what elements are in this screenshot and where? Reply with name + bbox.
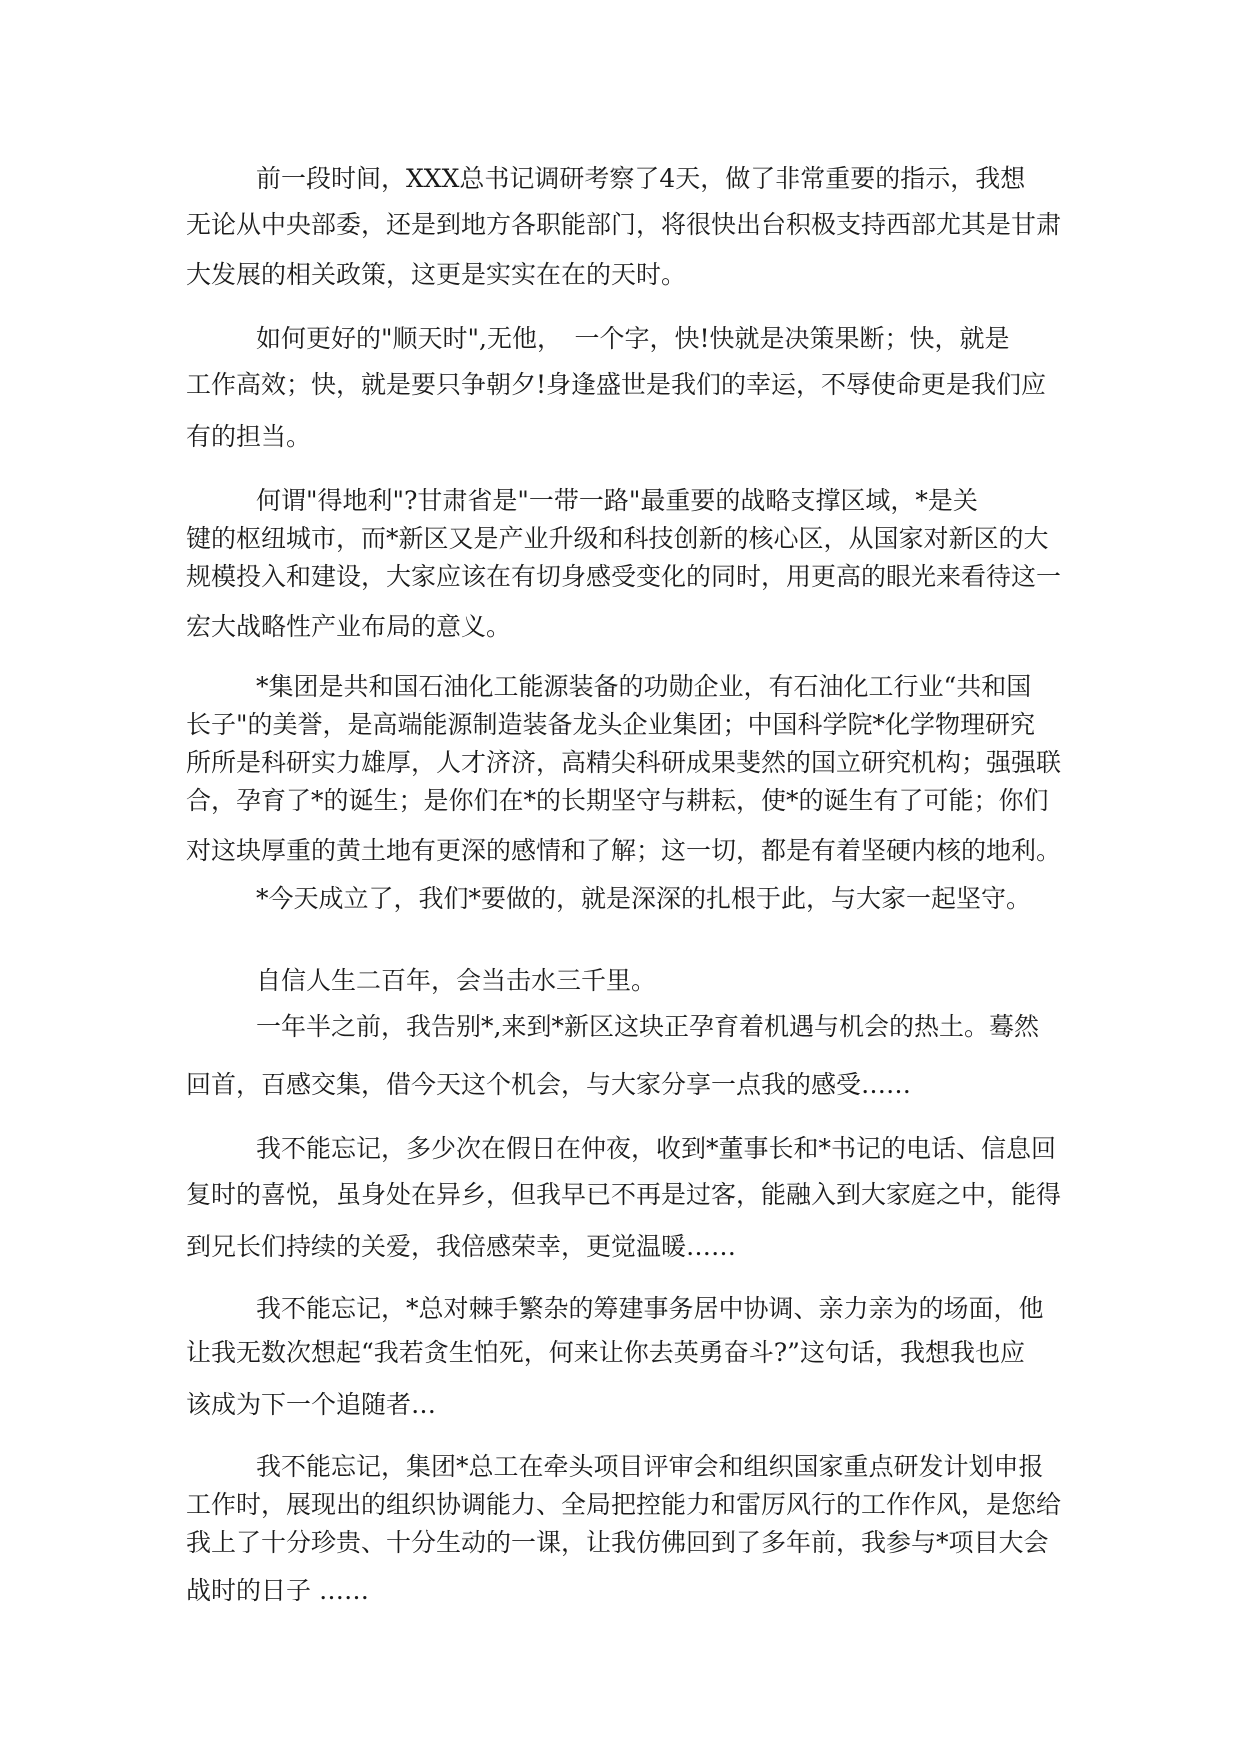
text-line: 长子"的美誉，是高端能源制造装备龙头企业集团；中国科学院*化学物理研究 <box>186 710 1036 739</box>
text-line: 战时的日子 …… <box>186 1576 369 1605</box>
text-line: 大发展的相关政策，这更是实实在在的天时。 <box>186 260 687 289</box>
text-line: 到兄长们持续的关爱，我倍感荣幸，更觉温暖…… <box>186 1232 737 1261</box>
text-line: 我上了十分珍贵、十分生动的一课，让我仿佛回到了多年前，我参与*项目大会 <box>186 1528 1049 1557</box>
text-line: 所所是科研实力雄厚，人才济济，高精尖科研成果斐然的国立研究机构；强强联 <box>186 748 1062 777</box>
text-line: 工作高效；快，就是要只争朝夕!身逢盛世是我们的幸运，不辱使命更是我们应 <box>186 370 1047 399</box>
text-line: 规模投入和建设，大家应该在有切身感受变化的同时，用更高的眼光来看待这一 <box>186 562 1062 591</box>
text-line: 一年半之前，我告别*,来到*新区这块正孕育着机遇与机会的热土。蓦然 <box>256 1012 1039 1041</box>
text-line: 回首，百感交集，借今天这个机会，与大家分享一点我的感受…… <box>186 1070 912 1099</box>
text-line: 宏大战略性产业布局的意义。 <box>186 612 512 641</box>
text-line: 复时的喜悦，虽身处在异乡，但我早已不再是过客，能融入到大家庭之中，能得 <box>186 1180 1062 1209</box>
text-line: 该成为下一个追随者… <box>186 1390 437 1419</box>
text-line: 我不能忘记，*总对棘手繁杂的筹建事务居中协调、亲力亲为的场面，他 <box>256 1294 1044 1323</box>
text-line: 无论从中央部委，还是到地方各职能部门，将很快出台积极支持西部尤其是甘肃 <box>186 210 1062 239</box>
text-line: 我不能忘记，多少次在假日在仲夜，收到*董事长和*书记的电话、信息回 <box>256 1134 1057 1163</box>
text-line: 工作时，展现出的组织协调能力、全局把控能力和雷厉风行的工作作风，是您给 <box>186 1490 1062 1519</box>
text-line: 对这块厚重的黄土地有更深的感情和了解；这一切，都是有着坚硬内核的地利。 <box>186 836 1062 865</box>
text-line: *今天成立了，我们*要做的，就是深深的扎根于此，与大家一起坚守。 <box>256 884 1032 913</box>
text-line: 让我无数次想起“我若贪生怕死，何来让你去英勇奋斗?”这句话，我想我也应 <box>186 1338 1025 1367</box>
text-line: 有的担当。 <box>186 422 312 451</box>
text-line: 如何更好的"顺天时",无他， 一个字，快!快就是决策果断；快，就是 <box>256 324 1010 353</box>
text-line: *集团是共和国石油化工能源装备的功勋企业，有石油化工行业“共和国 <box>256 672 1032 701</box>
text-line: 前一段时间，XXX总书记调研考察了4天，做了非常重要的指示，我想 <box>256 164 1026 193</box>
text-line: 何谓"得地利"?甘肃省是"一带一路"最重要的战略支撑区域，*是关 <box>256 486 978 515</box>
text-line: 合，孕育了*的诞生；是你们在*的长期坚守与耕耘，使*的诞生有了可能；你们 <box>186 786 1049 815</box>
text-line: 我不能忘记，集团*总工在牵头项目评审会和组织国家重点研发计划申报 <box>256 1452 1044 1481</box>
text-line: 自信人生二百年，会当击水三千里。 <box>256 966 657 995</box>
text-line: 键的枢纽城市，而*新区又是产业升级和科技创新的核心区，从国家对新区的大 <box>186 524 1049 553</box>
